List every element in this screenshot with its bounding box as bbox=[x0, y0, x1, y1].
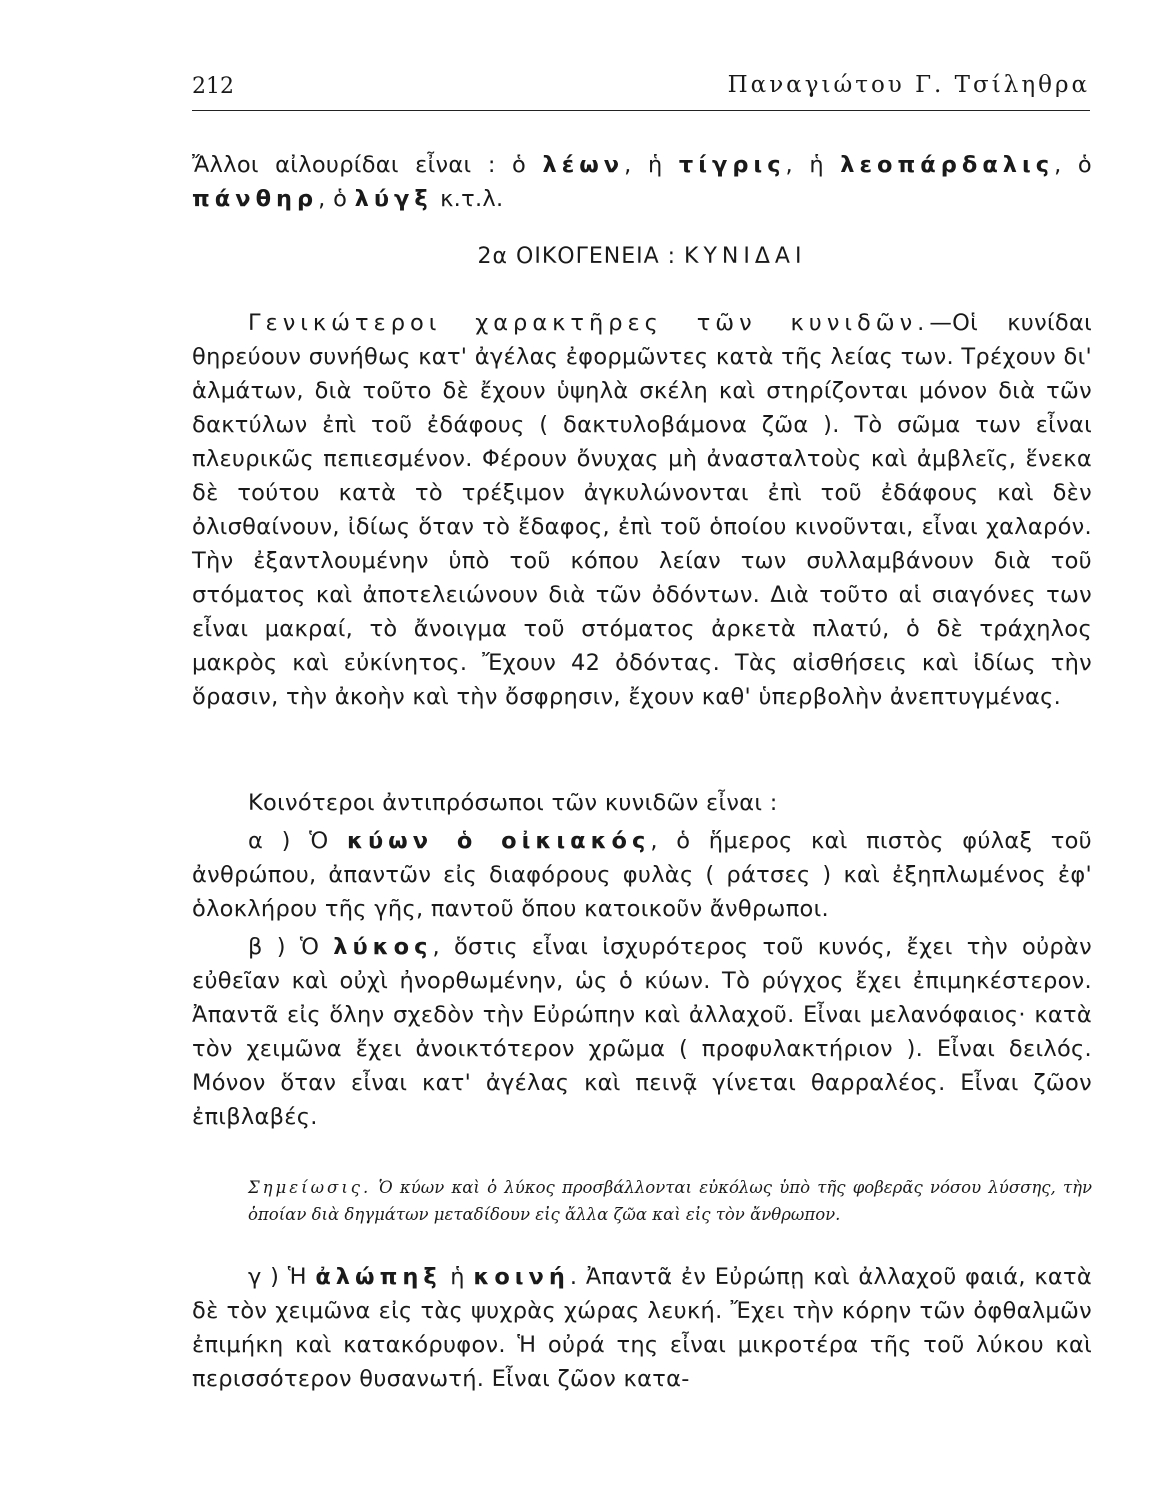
item-c-paragraph: γ ) Ἡ ἀλώπηξ ἡ κοινή. Ἀπαντᾶ ἐν Εὐρώπῃ καὶ ἀλλαχοῦ φαιά, κατὰ δὲ τὸν χειμῶνα εἰς τὰς ψυχρὰς χώρας λευκή. Ἔχει τὴν κόρην τῶν ὀφθαλμῶν ἐπιμήκη καὶ κατακόρυφον. Ἡ οὐρά της εἶναι μικροτέρα τῆς τοῦ λύκου καὶ περισσότερον θυσανωτή. Εἶναι ζῶον κατα- bbox=[192, 1264, 1092, 1392]
running-head bbox=[192, 72, 1090, 111]
footnote: Σημείωσις. Ὁ κύων καὶ ὁ λύκος προσβάλλονται εὐκόλως ὑπὸ τῆς φοβερᾶς νόσου λύσσης, τὴν ὁποίαν διὰ δηγμάτων μεταδίδουν εἰς ἄλλα ζῶα καὶ εἰς τὸν ἄνθρωπον. bbox=[248, 1177, 1092, 1224]
item-a-paragraph: α ) Ὁ κύων ὁ οἰκιακός, ὁ ἥμερος καὶ πιστὸς φύλαξ τοῦ ἀνθρώπου, ἀπαντῶν εἰς διαφόρους φυλὰς ( ράτσες ) καὶ ἐξηπλωμένος ἐφ' ὁλοκλήρου τῆς γῆς, παντοῦ ὅπου κατοικοῦν ἄνθρωποι. bbox=[192, 828, 1093, 922]
general-characteristics-paragraph: Γενικώτεροι χαρακτῆρες τῶν κυνιδῶν.—Οἱ κυνίδαι θηρεύουν συνήθως κατ' ἀγέλας ἐφορμῶντες κατὰ τῆς λείας των. Τρέχουν δι' ἁλμάτων, διὰ τοῦτο δὲ ἔχουν ὑψηλὰ σκέλη καὶ στηρίζονται μόνον διὰ τῶν δακτύλων ἐπὶ τοῦ ἐδάφους ( δακτυλοβάμονα ζῶα ). Τὸ σῶμα των εἶναι πλευρικῶς πεπιεσμένον. Φέρουν ὄνυχας μὴ ἀνασταλτοὺς καὶ ἀμβλεῖς, ἕνεκα δὲ τούτου κατὰ τὸ τρέξιμον ἀγκυλώνονται ἐπὶ τοῦ ἐδάφους καὶ δὲν ὀλισθαίνουν, ἰδίως ὅταν τὸ ἔδαφος, ἐπὶ τοῦ ὁποίου κινοῦνται, εἶναι χαλαρόν. Τὴν ἐξαντλουμένην ὑπὸ τοῦ κόπου λείαν των συλλαμβάνουν διὰ τοῦ στόματος καὶ ἀποτελειώνουν διὰ τῶν ὀδόντων. Διὰ τοῦτο αἱ σιαγόνες των εἶναι μακραί, τὸ ἄνοιγμα τοῦ στόματος ἀρκετὰ πλατύ, ὁ δὲ τράχηλος μακρὸς καὶ εὐκίνητος. Ἔχουν 42 ὀδόντας. Τὰς αἰσθήσεις καὶ ἰδίως τὴν ὅρασιν, τὴν ἀκοὴν καὶ τὴν ὄσφρησιν, ἔχουν καθ' ὑπερβολὴν ἀνεπτυγμένας. bbox=[192, 310, 1092, 710]
term-leopardalis: λεοπάρδαλις bbox=[840, 152, 1055, 178]
representatives-intro: Κοινότεροι ἀντιπρόσωποι τῶν κυνιδῶν εἶναι : bbox=[248, 790, 778, 816]
page-number: 212 bbox=[192, 74, 234, 99]
footnote-label: Σημείωσις. bbox=[248, 1177, 372, 1197]
term-panthir: πάνθηρ bbox=[192, 186, 319, 212]
term-tigris: τίγρις bbox=[678, 152, 786, 178]
intro-paragraph: Ἄλλοι αἰλουρίδαι εἶναι : ὁ λέων, ἡ τίγρις, ἡ λεοπάρδαλις, ὁ πάνθηρ, ὁ λύγξ κ.τ.λ. bbox=[192, 152, 1092, 212]
term-lygx: λύγξ bbox=[354, 186, 433, 212]
term-leon: λέων bbox=[542, 152, 625, 178]
family-name: ΚΥΝΙΔΑΙ bbox=[684, 244, 807, 269]
term-dog: κύων ὁ οἰκιακός bbox=[346, 828, 651, 854]
term-wolf: λύκος bbox=[333, 934, 433, 960]
section-title: Γενικώτεροι χαρακτῆρες τῶν κυνιδῶν. bbox=[248, 310, 930, 336]
term-common: κοινή bbox=[473, 1264, 570, 1290]
running-title: Παναγιώτου Γ. Τσίληθρα bbox=[727, 72, 1090, 98]
family-heading: 2α ΟΙΚΟΓΕΝΕΙΑ : ΚΥΝΙΔΑΙ bbox=[477, 244, 807, 269]
item-b-paragraph: β ) Ὁ λύκος, ὅστις εἶναι ἰσχυρότερος τοῦ κυνός, ἔχει τὴν οὐρὰν εὐθεῖαν καὶ οὐχὶ ἠνορθωμένην, ὡς ὁ κύων. Τὸ ρύγχος ἔχει ἐπιμηκέστερον. Ἀπαντᾶ εἰς ὅλην σχεδὸν τὴν Εὐρώπην καὶ ἀλλαχοῦ. Εἶναι μελανόφαιος· κατὰ τὸν χειμῶνα ἔχει ἀνοικτότερον χρῶμα ( προφυλακτήριον ). Εἶναι δειλός. Μόνον ὅταν εἶναι κατ' ἀγέλας καὶ πεινᾷ γίνεται θαρραλέος. Εἶναι ζῶον ἐπιβλαβές. bbox=[192, 934, 1092, 1130]
term-fox: ἀλώπηξ bbox=[315, 1264, 442, 1290]
